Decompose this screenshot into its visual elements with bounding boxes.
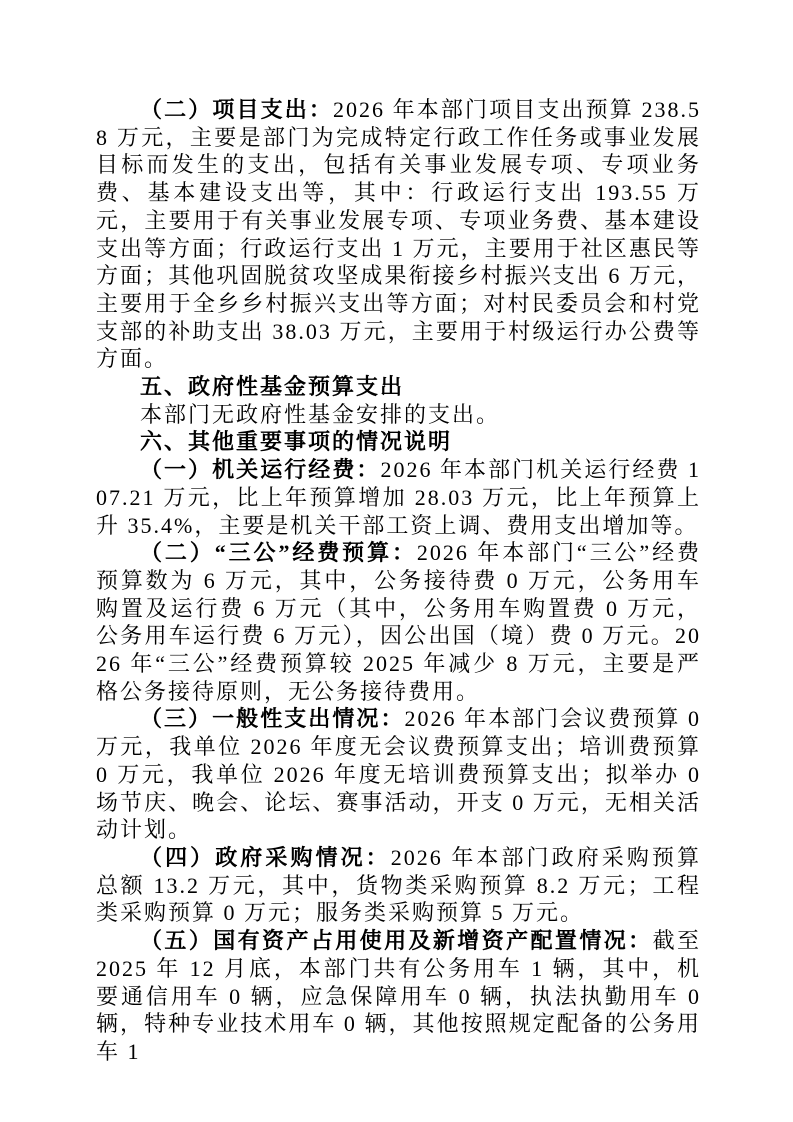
paragraph-project-expenditure-text: 2026 年本部门项目支出预算 238.58 万元，主要是部门为完成特定行政工作任务或事业发展目标而发生的支出，包括有关事业发展专项、专项业务费、基本建设支出等，其中：行政运行支出 193.55 万元，主要用于有关事业发展专项、专项业务费、基本建设支出等方面；行政运行支出 1 万元，主要用于社区惠民等方面；其他巩固脱贫攻坚成果衔接乡村振兴支出 6 万元，主要用于全乡乡村振兴支出等方面；对村民委员会和村党支部的补助支出 38.03 万元，主要用于村级运行办公费等方面。 bbox=[96, 97, 701, 372]
paragraph-gov-fund-note: 本部门无政府性基金安排的支出。 bbox=[140, 401, 501, 427]
paragraph-state-assets-lead: （五）国有资产占用使用及新增资产配置情况： bbox=[140, 928, 653, 954]
paragraph-gov-procurement-text: 2026 年本部门政府采购预算总额 13.2 万元，其中，货物类采购预算 8.2 万元；工程类采购预算 0 万元；服务类采购预算 5 万元。 bbox=[96, 844, 701, 926]
paragraph-project-expenditure-lead: （二）项目支出： bbox=[140, 97, 333, 122]
paragraph-state-assets bbox=[96, 927, 701, 1066]
heading-gov-fund-budget: 五、政府性基金预算支出 bbox=[140, 374, 405, 400]
paragraph-agency-operating-cost-text: 2026 年本部门机关运行经费 107.21 万元，比上年预算增加 28.03 万元，比上年预算上升 35.4%，主要是机关干部工资上调、费用支出增加等。 bbox=[96, 457, 701, 538]
paragraph-project-expenditure bbox=[96, 96, 701, 373]
paragraph-state-assets-text: 截至 2025 年 12 月底，本部门共有公务用车 1 辆，其中，机要通信用车 0 辆，应急保障用车 0 辆，执法执勤用车 0 辆，特种专业技术用车 0 辆，其他按照规定配备的公务用车 1 bbox=[96, 928, 701, 1064]
heading-other-important-matters: 六、其他重要事项的情况说明 bbox=[140, 429, 453, 455]
paragraph-gov-procurement-lead: （四）政府采购情况： bbox=[140, 844, 391, 870]
paragraph-agency-operating-cost-lead: （一）机关运行经费： bbox=[140, 457, 381, 483]
paragraph-three-public-budget-lead: （二）“三公”经费预算： bbox=[140, 540, 417, 566]
paragraph-gov-procurement bbox=[96, 844, 701, 927]
paragraph-three-public-budget bbox=[96, 539, 701, 705]
paragraph-general-expenditure bbox=[96, 705, 701, 844]
paragraph-agency-operating-cost bbox=[96, 456, 701, 539]
paragraph-general-expenditure-lead: （三）一般性支出情况： bbox=[140, 706, 405, 732]
paragraph-general-expenditure-text: 2026 年本部门会议费预算 0 万元，我单位 2026 年度无会议费预算支出；培训费预算 0 万元，我单位 2026 年度无培训费预算支出；拟举办 0 场节庆、晚会、论坛、赛事活动，开支 0 万元，无相关活动计划。 bbox=[96, 706, 701, 843]
paragraph-three-public-budget-text: 2026 年本部门“三公”经费预算数为 6 万元，其中，公务接待费 0 万元，公务用车购置及运行费 6 万元（其中，公务用车购置费 0 万元，公务用车运行费 6 万元），因公出国（境）费 0 万元。2026 年“三公”经费预算较 2025 年减少 8 万元，主要是严格公务接待原则，无公务接待费用。 bbox=[96, 540, 701, 704]
